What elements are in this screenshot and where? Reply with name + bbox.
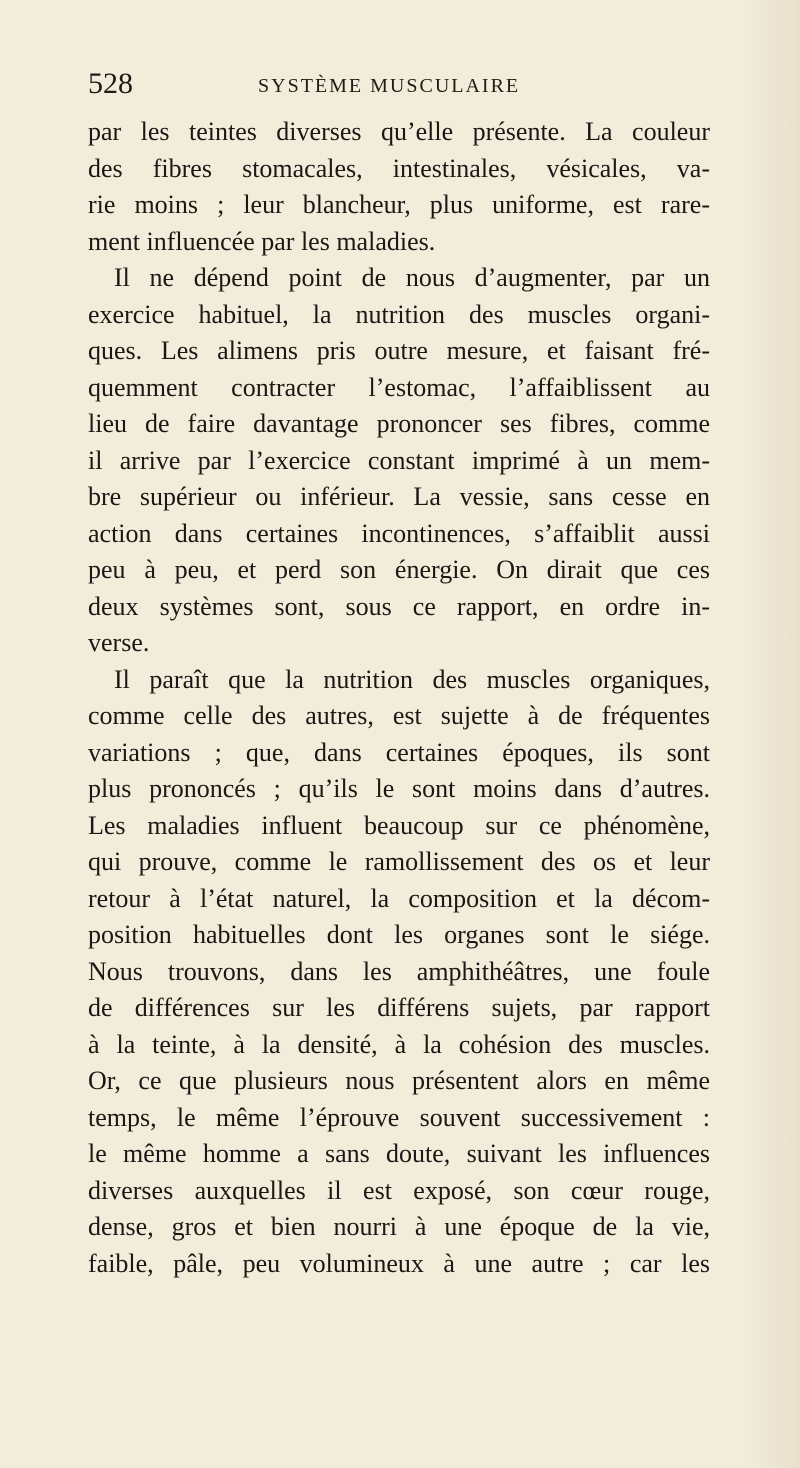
running-title: SYSTÈME MUSCULAIRE xyxy=(258,75,521,97)
body-text xyxy=(88,114,710,1282)
text-line: deux systèmes sont, sous ce rapport, en ordre in- xyxy=(88,591,710,621)
text-line: ques. Les alimens pris outre mesure, et faisant fré- xyxy=(88,336,710,365)
text-line: qui prouve, comme le ramollissement des os et leur xyxy=(88,847,710,876)
paragraph-1 xyxy=(88,114,710,260)
text-line: faible, pâle, peu volumineux à une autre ; car les xyxy=(88,1248,710,1278)
text-line: ment influencée par les maladies. xyxy=(88,226,436,256)
paragraph-3 xyxy=(88,662,710,1283)
text-line: par les teintes diverses qu’elle présente. La couleur xyxy=(88,117,710,146)
text-line: Nous trouvons, dans les amphithéâtres, une foule xyxy=(88,956,710,986)
text-line: exercice habituel, la nutrition des muscles organi- xyxy=(88,299,710,329)
text-line: rie moins ; leur blancheur, plus uniforme, est rare- xyxy=(88,190,710,219)
page-number: 528 xyxy=(88,67,133,100)
text-line: il arrive par l’exercice constant imprimé à un mem- xyxy=(88,445,710,475)
text-line: peu à peu, et perd son énergie. On dirait que ces xyxy=(88,555,710,584)
text-line: quemment contracter l’estomac, l’affaiblissent au xyxy=(88,372,710,402)
text-line: Il paraît que la nutrition des muscles organiques, xyxy=(114,664,710,694)
text-line: Il ne dépend point de nous d’augmenter, par un xyxy=(114,263,710,292)
text-line: action dans certaines incontinences, s’affaiblit aussi xyxy=(88,518,710,548)
text-line: position habituelles dont les organes sont le siége. xyxy=(88,920,710,949)
text-line: de différences sur les différens sujets, par rapport xyxy=(88,993,710,1022)
text-line: retour à l’état naturel, la composition et la décom- xyxy=(88,883,710,913)
text-line: bre supérieur ou inférieur. La vessie, sans cesse en xyxy=(88,482,710,511)
paragraph-2 xyxy=(88,260,710,662)
text-line: Les maladies influent beaucoup sur ce phénomène, xyxy=(88,810,710,840)
text-line: comme celle des autres, est sujette à de fréquentes xyxy=(88,701,710,730)
text-line: lieu de faire davantage prononcer ses fibres, comme xyxy=(88,409,710,438)
text-line: Or, ce que plusieurs nous présentent alors en même xyxy=(88,1066,710,1095)
text-line: plus prononcés ; qu’ils le sont moins dans d’autres. xyxy=(88,774,710,803)
text-line: variations ; que, dans certaines époques, ils sont xyxy=(88,737,710,767)
text-line: à la teinte, à la densité, à la cohésion des muscles. xyxy=(88,1029,710,1059)
text-line: le même homme a sans doute, suivant les influences xyxy=(88,1139,710,1168)
text-line: dense, gros et bien nourri à une époque de la vie, xyxy=(88,1212,710,1241)
text-line: verse. xyxy=(88,628,150,657)
text-line: diverses auxquelles il est exposé, son cœur rouge, xyxy=(88,1175,710,1205)
page-header xyxy=(88,66,710,106)
text-line: temps, le même l’éprouve souvent successivement : xyxy=(88,1102,710,1132)
text-line: des fibres stomacales, intestinales, vésicales, va- xyxy=(88,153,710,183)
